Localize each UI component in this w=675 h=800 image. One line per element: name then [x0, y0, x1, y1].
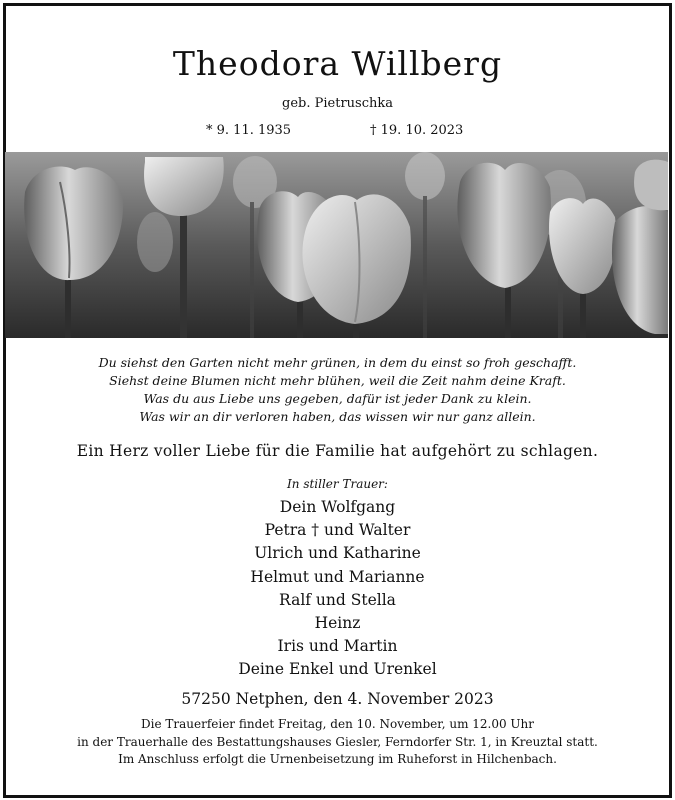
tulips-illustration [5, 152, 668, 338]
maiden-name: geb. Pietruschka [282, 96, 393, 111]
tulips-photo [5, 152, 668, 338]
poem-line: Was du aus Liebe uns gegeben, dafür ist jeder Dank zu klein. [143, 391, 532, 406]
mourner-name: Petra † und Walter [264, 521, 411, 540]
mourner-name: Ralf und Stella [279, 590, 396, 609]
poem [0, 354, 675, 426]
mourning-label: In stiller Trauer: [287, 477, 388, 491]
poem-line: Was wir an dir verloren haben, das wissen wir nur ganz allein. [139, 409, 536, 424]
life-dates [6, 123, 669, 143]
birth-date: * 9. 11. 1935 [206, 123, 292, 138]
death-date: † 19. 10. 2023 [370, 123, 464, 138]
poem-line: Siehst deine Blumen nicht mehr blühen, weil die Zeit nahm deine Kraft. [109, 373, 566, 388]
heart-line: Ein Herz voller Liebe für die Familie hat aufgehört zu schlagen. [76, 442, 599, 460]
mourner-name: Ulrich und Katharine [254, 544, 421, 563]
deceased-name: Theodora Willberg [172, 44, 503, 83]
notice-line: Die Trauerfeier findet Freitag, den 10. November, um 12.00 Uhr [140, 717, 535, 731]
mourner-name: Dein Wolfgang [279, 498, 396, 516]
poem-line: Du siehst den Garten nicht mehr grünen, in dem du einst so froh geschafft. [98, 355, 577, 370]
mourners-list [0, 496, 675, 682]
mourner-name: Heinz [314, 614, 361, 633]
mourner-name: Deine Enkel und Urenkel [238, 660, 437, 679]
place-date: 57250 Netphen, den 4. November 2023 [181, 690, 494, 708]
notice-line: in der Trauerhalle des Bestattungshauses Giesler, Ferndorfer Str. 1, in Kreuztal statt. [77, 734, 598, 749]
funeral-notice [0, 716, 675, 769]
mourner-name: Helmut und Marianne [250, 567, 425, 586]
mourner-name: Iris und Martin [277, 637, 398, 656]
notice-line: Im Anschluss erfolgt die Urnenbeisetzung im Ruheforst in Hilchenbach. [118, 752, 557, 766]
